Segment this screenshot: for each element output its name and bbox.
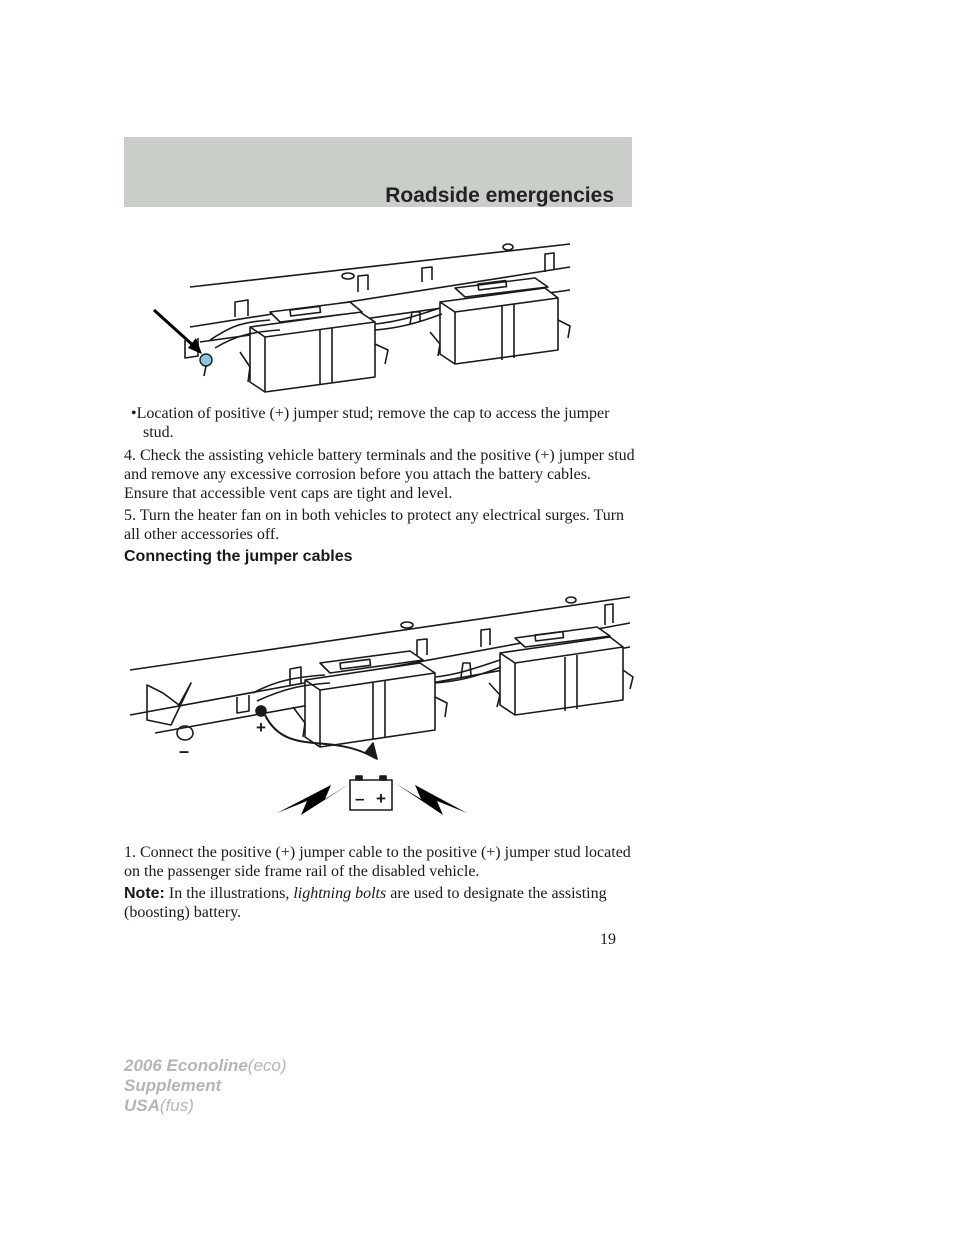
footer-market-code: (fus) [159, 1096, 194, 1115]
plus-label: + [256, 718, 266, 737]
bullet-jumper-stud-location: •Location of positive (+) jumper stud; remove the cap to access the jumper stud. [131, 405, 610, 441]
note-text-a: In the illustrations, [168, 885, 290, 902]
footer-model: 2006 Econoline [124, 1056, 248, 1075]
note-paragraph [124, 884, 636, 922]
page-number: 19 [600, 931, 616, 948]
step-1-text: 1. Connect the positive (+) jumper cable to the positive (+) jumper stud located on the passenger side frame rail of the disabled vehicle. [124, 844, 631, 880]
note-label: Note: [124, 885, 165, 902]
battery-plus-label: + [376, 789, 386, 808]
jumper-cable-connection-illustration [125, 585, 635, 830]
step-5-text: 5. Turn the heater fan on in both vehicles to protect any electrical surges. Turn all other accessories off. [124, 507, 625, 543]
note-text-b: are used to designate the assisting (boosting) battery. [124, 885, 607, 921]
section-title: Roadside emergencies [385, 184, 614, 207]
note-emphasis: lightning bolts [293, 885, 387, 902]
footer-market: USA [124, 1096, 160, 1115]
step-4-text: 4. Check the assisting vehicle battery terminals and the positive (+) jumper stud and remove any excessive corrosion before you attach the battery cables. Ensure that accessible vent caps are tight and level. [124, 447, 635, 502]
section-header-band [124, 137, 632, 207]
battery-location-illustration [140, 232, 580, 397]
minus-label: – [179, 741, 190, 761]
footer-supplement: Supplement [124, 1076, 222, 1095]
footer [124, 1056, 287, 1116]
subheading-connecting-cables: Connecting the jumper cables [124, 548, 353, 565]
battery-minus-label: – [355, 789, 365, 808]
footer-model-code: (eco) [247, 1056, 287, 1075]
